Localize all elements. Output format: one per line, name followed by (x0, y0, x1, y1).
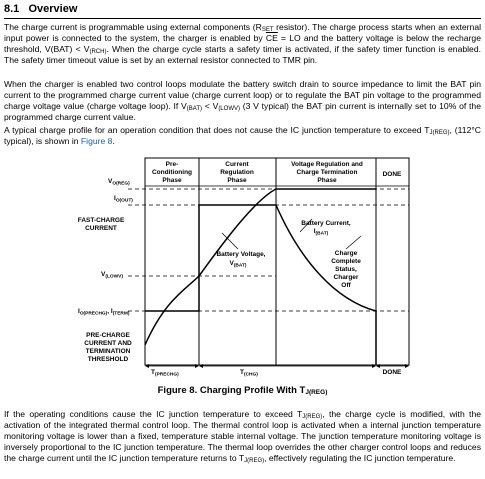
heading-divider (4, 18, 481, 19)
y-label-vlowv: $V_{(LOWV)}$ (101, 271, 123, 280)
x-label-tchg: $T_{(CHG)}$ (240, 369, 258, 378)
phase-current-label-2: Regulation (220, 169, 254, 176)
annotation-charge-complete-3: Status, (335, 266, 357, 273)
paragraph-overview-3: A typical charge profile for an operation condition that does not cause the IC junction temperature to exceed $T_{J(REG)}$, (112°C typical), is shown in Figure 8. (4, 125, 482, 146)
phase-voltage-label-3: Phase (317, 177, 337, 184)
x-label-tprechg: $T_{(PRECHG)}$ (151, 369, 179, 378)
paragraph-overview-1: The charge current is programmable using external components ($R_{SET}$ resistor). The charge process starts when an external input power is connected to the system, the charger is enabled by $\overline{CE}$ = LO and the battery voltage is below the recharge threshold, $V(BAT) < V_{(RCH)}$. When the charge cycle starts a safety timer is activated, if the safety timer function is enabled. The safety timer timeout value is set by an external resistor connected to TMR pin. (4, 22, 482, 65)
figure-caption: Figure 8. Charging Profile With $T_{J(REG)}$ (157, 385, 328, 396)
section-heading (4, 3, 77, 16)
phase-current-label-3: Phase (227, 177, 247, 184)
annotation-battery-current-2: $I_{(BAT)}$ (313, 228, 329, 237)
section-number: 8.1 (4, 3, 20, 15)
charging-profile-figure (0, 150, 485, 380)
y-label-precharge-1: PRE-CHARGE (86, 332, 130, 339)
annotation-battery-voltage-1: Battery Voltage, (216, 251, 266, 258)
y-label-fast-charge-2: CURRENT (85, 225, 117, 232)
y-label-fast-charge-1: FAST-CHARGE (77, 217, 125, 224)
figure-8-link[interactable]: Figure 8 (80, 136, 113, 146)
phase-current-label-1: Current (225, 161, 249, 168)
y-label-precharge-2: CURRENT AND (84, 340, 132, 347)
phase-voltage-label-1: Voltage Regulation and (291, 161, 363, 168)
y-label-voreg: $V_{O(REG)}$ (108, 178, 130, 187)
paragraph-overview-2: When the charger is enabled two control loops modulate the battery switch drain to source impedance to limit the BAT pin current to the programmed charge current value (charge current loop) or to regulate the BAT pin voltage to the programmed charge voltage value (charge voltage loop). If $V_{(BAT)} < V_{(LOWV)}$ (3 V typical) the BAT pin current is internally set to 10% of the programmed charge current value. (4, 79, 481, 122)
annotation-battery-current-1: Battery Current, (301, 220, 351, 227)
paragraph-thermal-regulation: If the operating conditions cause the IC junction temperature to exceed $T_{J(REG)}$, the charge cycle is modified, with the activation of the integrated thermal control loop. The thermal control loop is activated when a internal junction temperature monitoring voltage is lower than a fixed, temperature stable internal voltage. The junction temperature monitoring voltage is inversely proportional to the IC junction temperature. The thermal loop overrides the other charger control loops and reduces the charge current until the IC junction temperature returns to $T_{J(REG)}$, effectively regulating the IC junction temperature. (4, 409, 481, 464)
y-label-precharge-4: THRESHOLD (87, 356, 129, 363)
annotation-charge-complete-2: Complete (331, 258, 361, 265)
annotation-charge-complete-1: Charge (334, 250, 358, 257)
phase-done-label: DONE (382, 171, 402, 178)
charge-complete-pointer (346, 236, 361, 249)
y-label-ioout: $I_{O(OUT)}$ (114, 195, 133, 204)
phase-voltage-label-2: Charge Termination (296, 169, 358, 176)
y-label-precharge-3: TERMINATION (85, 348, 131, 355)
section-title: Overview (28, 3, 78, 15)
phase-precondition-label-2: Conditioning (151, 169, 193, 176)
annotation-charge-complete-4: Charger (333, 274, 359, 281)
phase-precondition-label-3: Phase (162, 177, 182, 184)
phase-precondition-label-1: Pre- (165, 161, 179, 168)
x-label-done: DONE (382, 369, 402, 376)
annotation-charge-complete-5: Off (341, 282, 351, 289)
annotation-battery-voltage-2: $V_{(BAT)}$ (229, 260, 247, 269)
y-label-iprechg: $I_{O(PRECHG)}$, $I_{(TERM)}$ (78, 308, 130, 317)
